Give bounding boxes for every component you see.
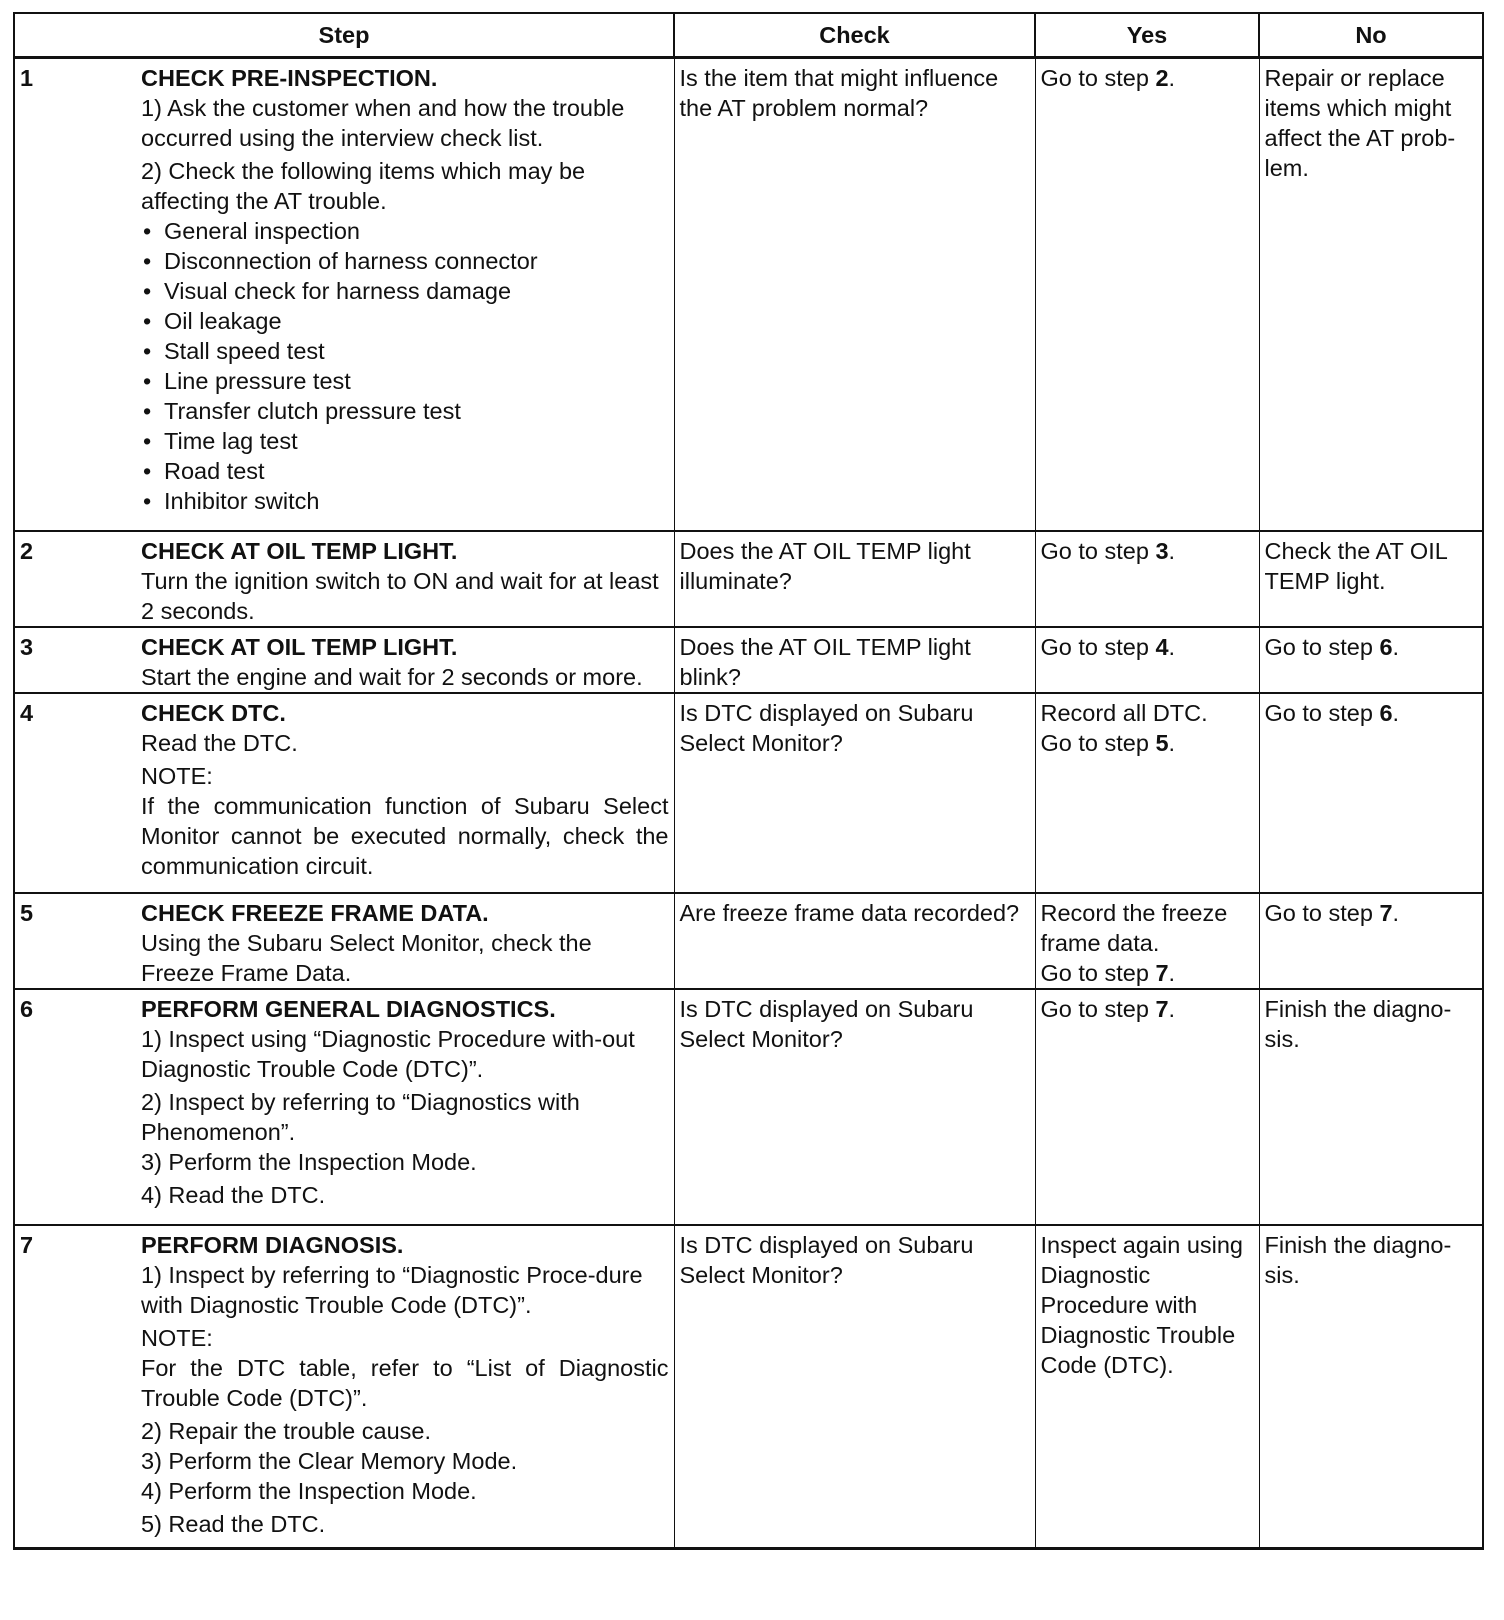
table-row-step-3 [14,627,1483,693]
check-cell: Is DTC displayed on Subaru Select Monitor? [674,1225,1035,1549]
bullet-item: • Oil leakage [141,306,669,336]
step-content [136,58,674,531]
yes-cell [1035,893,1259,989]
step-instruction: Read the DTC. [141,729,298,756]
step-content [136,893,674,989]
step-content [136,1225,674,1549]
no-cell: Repair or replace items which might affect the AT prob-lem. [1259,58,1483,531]
step-instruction: 4) Read the DTC. [141,1181,326,1208]
yes-cell [1035,693,1259,893]
step-title: CHECK FREEZE FRAME DATA. [141,899,489,926]
no-text: Go to step [1264,633,1380,660]
bullet-item: • Road test [141,456,669,486]
no-step-ref: 7 [1379,899,1393,926]
table-row-step-1 [14,58,1483,531]
step-number: 2 [14,531,136,627]
step-title: PERFORM GENERAL DIAGNOSTICS. [141,995,556,1022]
note-label: NOTE: [141,1324,213,1351]
no-cell: Check the AT OIL TEMP light. [1259,531,1483,627]
yes-text: Go to step [1040,537,1156,564]
yes-step-ref: 2 [1155,65,1169,91]
step-instruction: 2) Repair the trouble cause. [141,1417,431,1444]
bullet-item: • Disconnection of harness connector [141,246,669,276]
check-cell: Are freeze frame data recorded? [674,893,1035,989]
no-suffix: . [1392,633,1400,660]
step-number: 4 [14,693,136,893]
no-cell [1259,893,1483,989]
yes-step-ref: 4 [1155,633,1169,660]
header-check: Check [674,13,1035,58]
step-title: PERFORM DIAGNOSIS. [141,1231,404,1258]
step-number: 1 [14,58,136,531]
yes-suffix: . [1168,995,1176,1022]
no-text: Go to step [1264,899,1380,926]
step-content [136,627,674,693]
check-cell: Does the AT OIL TEMP light blink? [674,627,1035,693]
step-title: CHECK PRE-INSPECTION. [141,65,438,91]
note-text: For the DTC table, refer to “List of Diagnostic Trouble Code (DTC)”. [141,1354,669,1411]
yes-step-ref: 7 [1155,995,1169,1022]
step-instruction: 3) Perform the Clear Memory Mode. [141,1447,518,1474]
step-instruction: 1) Inspect using “Diagnostic Procedure with-out Diagnostic Trouble Code (DTC)”. [141,1025,635,1082]
step-title: CHECK AT OIL TEMP LIGHT. [141,633,458,660]
yes-step-ref: 3 [1155,537,1169,564]
step-number: 3 [14,627,136,693]
table-row-step-5 [14,893,1483,989]
note-label: NOTE: [141,762,213,789]
no-cell [1259,693,1483,893]
no-text: Go to step [1264,699,1380,726]
yes-cell [1035,58,1259,531]
no-cell: Finish the diagno-sis. [1259,1225,1483,1549]
step-instruction: Turn the ignition switch to ON and wait for at least 2 seconds. [141,567,659,624]
step-title: CHECK DTC. [141,699,286,726]
step-number: 7 [14,1225,136,1549]
note-text: If the communication function of Subaru Select Monitor cannot be executed normally, check the communication circuit. [141,792,669,879]
yes-cell: Inspect again using Diagnostic Procedure with Diagnostic Trouble Code (DTC). [1035,1225,1259,1549]
yes-suffix: . [1168,729,1176,756]
diagnostic-procedure-table [13,12,1484,1550]
step-instruction: Using the Subaru Select Monitor, check the Freeze Frame Data. [141,929,592,986]
step-content [136,989,674,1225]
step-instruction: 2) Check the following items which may be affecting the AT trouble. [141,158,586,214]
header-row [14,13,1483,58]
header-step: Step [14,13,674,58]
header-yes: Yes [1035,13,1259,58]
step-instruction: 4) Perform the Inspection Mode. [141,1477,477,1504]
step-instruction: Start the engine and wait for 2 seconds or more. [141,663,643,690]
step-instruction: 3) Perform the Inspection Mode. [141,1148,477,1175]
yes-text: Go to step [1040,65,1156,91]
yes-text: Record the freeze frame data. [1040,899,1228,956]
step-content [136,693,674,893]
yes-text: Go to step [1040,633,1156,660]
yes-cell [1035,627,1259,693]
check-cell: Does the AT OIL TEMP light illuminate? [674,531,1035,627]
yes-suffix: . [1168,537,1176,564]
step-instruction: 2) Inspect by referring to “Diagnostics with Phenomenon”. [141,1088,580,1145]
bullet-item: • Time lag test [141,426,669,456]
no-step-ref: 6 [1379,699,1393,726]
yes-suffix: . [1168,633,1176,660]
step-title: CHECK AT OIL TEMP LIGHT. [141,537,458,564]
header-no: No [1259,13,1483,58]
check-cell: Is the item that might influence the AT problem normal? [674,58,1035,531]
bullet-item: • General inspection [141,216,669,246]
step-number: 5 [14,893,136,989]
yes-step-ref: 7 [1155,959,1169,986]
no-cell [1259,627,1483,693]
yes-cell [1035,531,1259,627]
step-instruction: 5) Read the DTC. [141,1510,326,1537]
yes-step-ref: 5 [1155,729,1169,756]
bullet-item: • Inhibitor switch [141,486,669,516]
bullet-item: • Visual check for harness damage [141,276,669,306]
yes-text: Go to step [1040,995,1156,1022]
bullet-item: • Transfer clutch pressure test [141,396,669,426]
no-step-ref: 6 [1379,633,1393,660]
yes-suffix: . [1168,65,1176,91]
table-row-step-7 [14,1225,1483,1549]
yes-cell [1035,989,1259,1225]
check-cell: Is DTC displayed on Subaru Select Monitor? [674,693,1035,893]
no-cell: Finish the diagno-sis. [1259,989,1483,1225]
check-cell: Is DTC displayed on Subaru Select Monitor? [674,989,1035,1225]
yes-text: Go to step [1040,959,1156,986]
step-content [136,531,674,627]
no-suffix: . [1392,899,1400,926]
table-row-step-4 [14,693,1483,893]
step-instruction: 1) Ask the customer when and how the trouble occurred using the interview check list. [141,95,625,151]
table-row-step-6 [14,989,1483,1225]
bullet-item: • Stall speed test [141,336,669,366]
step-number: 6 [14,989,136,1225]
no-suffix: . [1392,699,1400,726]
yes-text: Go to step [1040,729,1156,756]
bullet-item: • Line pressure test [141,366,669,396]
yes-suffix: . [1168,959,1176,986]
table-row-step-2 [14,531,1483,627]
step-instruction: 1) Inspect by referring to “Diagnostic Proce-dure with Diagnostic Trouble Code (DTC)”. [141,1261,643,1318]
yes-text: Record all DTC. [1040,699,1208,726]
